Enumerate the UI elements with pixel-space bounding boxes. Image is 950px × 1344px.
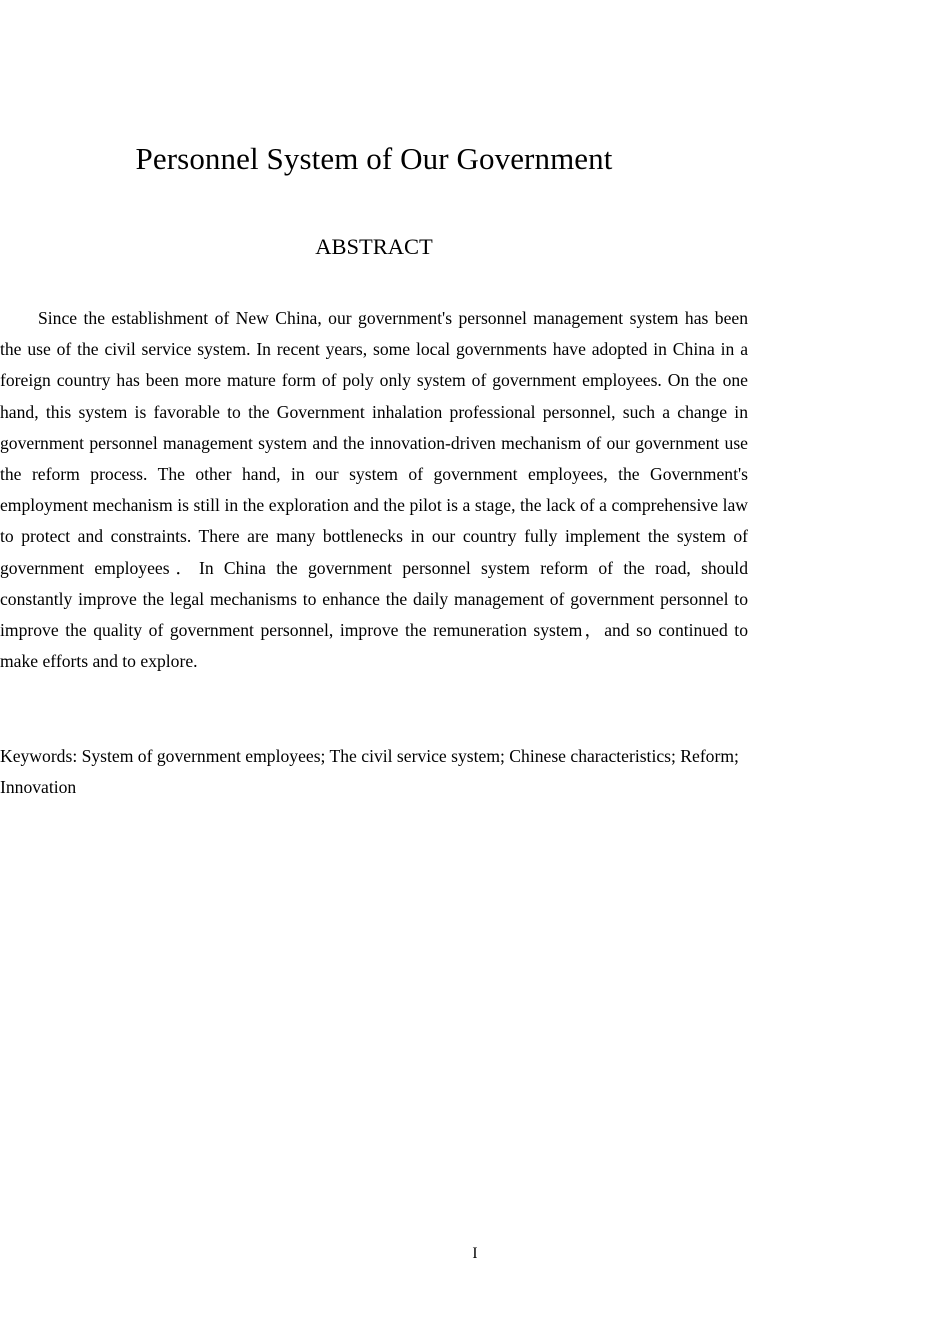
page-title: Personnel System of Our Government — [135, 141, 613, 176]
abstract-heading: ABSTRACT — [315, 234, 433, 259]
abstract-paragraph: Since the establishment of New China, our government's personnel management system has been the use of the civil service system. In recent years, some local governments have adopted in China in a foreign country has been more mature form of poly only system of government employees. On the one hand, this system is favorable to the Government inhalation professional personnel, such a change in government personnel management system and the innovation-driven mechanism of our government use the reform process. The other hand, in our system of government employees, the Government's employment mechanism is still in the exploration and the pilot is a stage, the lack of a comprehensive law to protect and constraints. There are many bottlenecks in our country fully implement the system of government employees．In China the government personnel system reform of the road, should constantly improve the legal mechanisms to enhance the daily management of government personnel to improve the quality of government personnel, improve the remuneration system，and so continued to make efforts and to explore. — [0, 308, 748, 672]
keywords-line: Keywords: System of government employees; The civil service system; Chinese characteristics; Reform; Innovation — [0, 746, 739, 798]
page-number: I — [472, 1245, 478, 1262]
